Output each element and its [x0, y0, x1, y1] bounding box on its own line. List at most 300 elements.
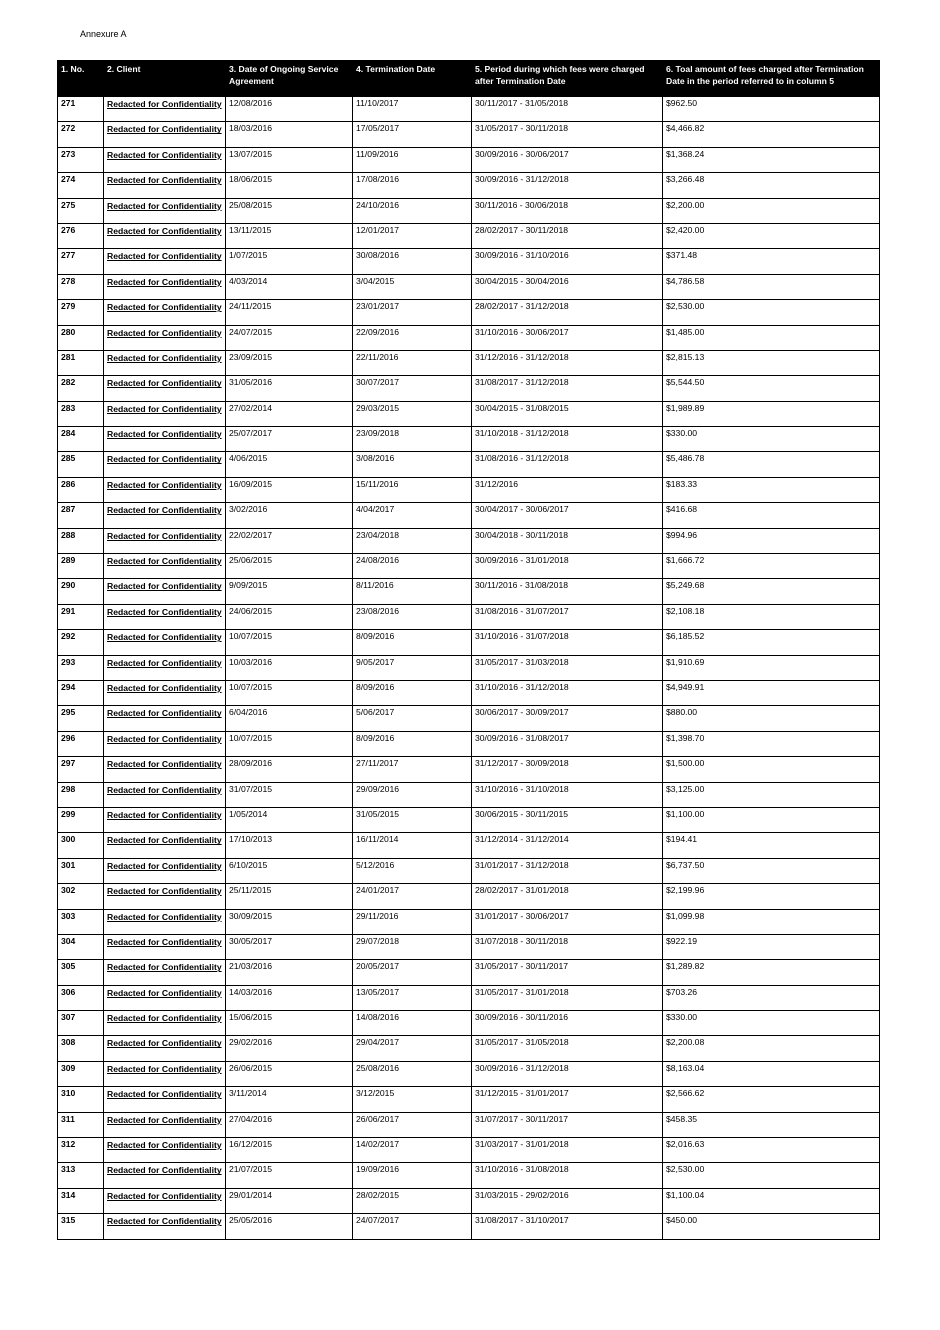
table-row	[58, 1163, 880, 1188]
table-row	[58, 325, 880, 350]
fee-amount-cell: $3,266.48	[663, 173, 880, 198]
table-row	[58, 147, 880, 172]
termination-date-cell: 23/09/2018	[353, 427, 472, 452]
termination-date-cell: 24/07/2017	[353, 1214, 472, 1239]
client-cell: Redacted for Confidentiality	[104, 1011, 226, 1036]
table-row	[58, 223, 880, 248]
client-cell: Redacted for Confidentiality	[104, 579, 226, 604]
client-cell: Redacted for Confidentiality	[104, 655, 226, 680]
fee-period-cell: 31/12/2016	[472, 477, 663, 502]
agreement-date-cell: 29/02/2016	[226, 1036, 353, 1061]
fee-period-cell: 31/05/2017 - 31/01/2018	[472, 985, 663, 1010]
row-number: 273	[58, 147, 104, 172]
table-row	[58, 503, 880, 528]
fee-amount-cell: $1,910.69	[663, 655, 880, 680]
client-cell: Redacted for Confidentiality	[104, 554, 226, 579]
agreement-date-cell: 9/09/2015	[226, 579, 353, 604]
table-row	[58, 554, 880, 579]
table-row	[58, 1214, 880, 1239]
table-row	[58, 909, 880, 934]
fee-amount-cell: $1,500.00	[663, 757, 880, 782]
table-row	[58, 1087, 880, 1112]
table-row	[58, 274, 880, 299]
table-row	[58, 706, 880, 731]
fee-period-cell: 28/02/2017 - 30/11/2018	[472, 223, 663, 248]
table-row	[58, 960, 880, 985]
client-cell: Redacted for Confidentiality	[104, 1138, 226, 1163]
row-number: 294	[58, 680, 104, 705]
table-row	[58, 401, 880, 426]
table-row	[58, 528, 880, 553]
client-cell: Redacted for Confidentiality	[104, 934, 226, 959]
table-row	[58, 427, 880, 452]
fee-period-cell: 30/11/2016 - 31/08/2018	[472, 579, 663, 604]
fee-amount-cell: $922.19	[663, 934, 880, 959]
table-row	[58, 1138, 880, 1163]
termination-date-cell: 3/08/2016	[353, 452, 472, 477]
row-number: 278	[58, 274, 104, 299]
row-number: 305	[58, 960, 104, 985]
row-number: 313	[58, 1163, 104, 1188]
row-number: 291	[58, 604, 104, 629]
fee-amount-cell: $1,100.04	[663, 1188, 880, 1213]
agreement-date-cell: 25/06/2015	[226, 554, 353, 579]
fee-amount-cell: $458.35	[663, 1112, 880, 1137]
fee-period-cell: 31/05/2017 - 30/11/2018	[472, 122, 663, 147]
table-row	[58, 1061, 880, 1086]
termination-date-cell: 23/01/2017	[353, 300, 472, 325]
agreement-date-cell: 26/06/2015	[226, 1061, 353, 1086]
fee-period-cell: 30/09/2016 - 31/12/2018	[472, 1061, 663, 1086]
agreement-date-cell: 17/10/2013	[226, 833, 353, 858]
fee-period-cell: 31/03/2015 - 29/02/2016	[472, 1188, 663, 1213]
client-cell: Redacted for Confidentiality	[104, 1214, 226, 1239]
termination-date-cell: 29/09/2016	[353, 782, 472, 807]
fee-amount-cell: $2,420.00	[663, 223, 880, 248]
fee-amount-cell: $1,666.72	[663, 554, 880, 579]
fee-period-cell: 31/10/2018 - 31/12/2018	[472, 427, 663, 452]
fee-period-cell: 30/11/2016 - 30/06/2018	[472, 198, 663, 223]
termination-date-cell: 3/12/2015	[353, 1087, 472, 1112]
fee-amount-cell: $1,289.82	[663, 960, 880, 985]
fee-period-cell: 31/10/2016 - 31/07/2018	[472, 630, 663, 655]
column-header-termination-date: 4. Termination Date	[353, 61, 472, 97]
agreement-date-cell: 10/07/2015	[226, 731, 353, 756]
row-number: 297	[58, 757, 104, 782]
fee-period-cell: 28/02/2017 - 31/01/2018	[472, 884, 663, 909]
table-row	[58, 858, 880, 883]
row-number: 303	[58, 909, 104, 934]
row-number: 285	[58, 452, 104, 477]
row-number: 296	[58, 731, 104, 756]
fee-amount-cell: $183.33	[663, 477, 880, 502]
agreement-date-cell: 24/06/2015	[226, 604, 353, 629]
client-cell: Redacted for Confidentiality	[104, 147, 226, 172]
row-number: 275	[58, 198, 104, 223]
termination-date-cell: 30/07/2017	[353, 376, 472, 401]
table-row	[58, 757, 880, 782]
row-number: 290	[58, 579, 104, 604]
termination-date-cell: 14/08/2016	[353, 1011, 472, 1036]
fee-amount-cell: $1,100.00	[663, 807, 880, 832]
row-number: 302	[58, 884, 104, 909]
fee-amount-cell: $1,368.24	[663, 147, 880, 172]
fee-amount-cell: $5,544.50	[663, 376, 880, 401]
client-cell: Redacted for Confidentiality	[104, 274, 226, 299]
client-cell: Redacted for Confidentiality	[104, 960, 226, 985]
termination-date-cell: 22/09/2016	[353, 325, 472, 350]
termination-date-cell: 11/10/2017	[353, 97, 472, 122]
row-number: 272	[58, 122, 104, 147]
fee-period-cell: 30/09/2016 - 30/11/2016	[472, 1011, 663, 1036]
client-cell: Redacted for Confidentiality	[104, 985, 226, 1010]
client-cell: Redacted for Confidentiality	[104, 249, 226, 274]
agreement-date-cell: 4/03/2014	[226, 274, 353, 299]
termination-date-cell: 8/09/2016	[353, 630, 472, 655]
row-number: 282	[58, 376, 104, 401]
fee-amount-cell: $2,200.00	[663, 198, 880, 223]
table-row	[58, 376, 880, 401]
client-cell: Redacted for Confidentiality	[104, 477, 226, 502]
fee-amount-cell: $2,566.62	[663, 1087, 880, 1112]
fee-amount-cell: $6,737.50	[663, 858, 880, 883]
client-cell: Redacted for Confidentiality	[104, 706, 226, 731]
fee-amount-cell: $703.26	[663, 985, 880, 1010]
row-number: 311	[58, 1112, 104, 1137]
row-number: 309	[58, 1061, 104, 1086]
agreement-date-cell: 25/08/2015	[226, 198, 353, 223]
table-row	[58, 782, 880, 807]
client-cell: Redacted for Confidentiality	[104, 350, 226, 375]
fee-period-cell: 31/08/2017 - 31/10/2017	[472, 1214, 663, 1239]
fee-period-cell: 28/02/2017 - 31/12/2018	[472, 300, 663, 325]
client-cell: Redacted for Confidentiality	[104, 503, 226, 528]
row-number: 288	[58, 528, 104, 553]
fee-amount-cell: $2,530.00	[663, 1163, 880, 1188]
table-row	[58, 1188, 880, 1213]
row-number: 283	[58, 401, 104, 426]
fee-period-cell: 31/08/2016 - 31/12/2018	[472, 452, 663, 477]
fee-period-cell: 30/11/2017 - 31/05/2018	[472, 97, 663, 122]
table-row	[58, 249, 880, 274]
row-number: 287	[58, 503, 104, 528]
agreement-date-cell: 24/11/2015	[226, 300, 353, 325]
termination-date-cell: 25/08/2016	[353, 1061, 472, 1086]
client-cell: Redacted for Confidentiality	[104, 401, 226, 426]
row-number: 295	[58, 706, 104, 731]
fee-period-cell: 30/04/2018 - 30/11/2018	[472, 528, 663, 553]
annexure-label: Annexure A	[80, 29, 127, 39]
table-row	[58, 807, 880, 832]
fee-period-cell: 31/07/2017 - 30/11/2017	[472, 1112, 663, 1137]
row-number: 301	[58, 858, 104, 883]
agreement-date-cell: 18/06/2015	[226, 173, 353, 198]
termination-date-cell: 8/09/2016	[353, 680, 472, 705]
fee-amount-cell: $450.00	[663, 1214, 880, 1239]
fee-period-cell: 31/12/2017 - 30/09/2018	[472, 757, 663, 782]
fee-period-cell: 31/10/2016 - 30/06/2017	[472, 325, 663, 350]
termination-date-cell: 24/01/2017	[353, 884, 472, 909]
fee-period-cell: 31/08/2017 - 31/12/2018	[472, 376, 663, 401]
agreement-date-cell: 28/09/2016	[226, 757, 353, 782]
client-cell: Redacted for Confidentiality	[104, 630, 226, 655]
fee-period-cell: 31/01/2017 - 31/12/2018	[472, 858, 663, 883]
row-number: 280	[58, 325, 104, 350]
termination-date-cell: 29/07/2018	[353, 934, 472, 959]
termination-date-cell: 24/10/2016	[353, 198, 472, 223]
fees-table	[57, 60, 880, 1240]
client-cell: Redacted for Confidentiality	[104, 198, 226, 223]
fee-amount-cell: $2,200.08	[663, 1036, 880, 1061]
agreement-date-cell: 12/08/2016	[226, 97, 353, 122]
termination-date-cell: 23/04/2018	[353, 528, 472, 553]
fee-period-cell: 30/09/2016 - 31/01/2018	[472, 554, 663, 579]
fee-amount-cell: $330.00	[663, 1011, 880, 1036]
termination-date-cell: 13/05/2017	[353, 985, 472, 1010]
table-row	[58, 1011, 880, 1036]
agreement-date-cell: 23/09/2015	[226, 350, 353, 375]
termination-date-cell: 17/08/2016	[353, 173, 472, 198]
fee-amount-cell: $994.96	[663, 528, 880, 553]
fee-period-cell: 30/09/2016 - 31/10/2016	[472, 249, 663, 274]
agreement-date-cell: 21/07/2015	[226, 1163, 353, 1188]
fee-period-cell: 30/04/2015 - 30/04/2016	[472, 274, 663, 299]
client-cell: Redacted for Confidentiality	[104, 376, 226, 401]
fee-amount-cell: $2,530.00	[663, 300, 880, 325]
agreement-date-cell: 16/12/2015	[226, 1138, 353, 1163]
fee-period-cell: 31/08/2016 - 31/07/2017	[472, 604, 663, 629]
column-header-agreement-date: 3. Date of Ongoing Service Agreement	[226, 61, 353, 97]
table-row	[58, 731, 880, 756]
termination-date-cell: 12/01/2017	[353, 223, 472, 248]
agreement-date-cell: 10/03/2016	[226, 655, 353, 680]
agreement-date-cell: 22/02/2017	[226, 528, 353, 553]
agreement-date-cell: 30/09/2015	[226, 909, 353, 934]
fee-period-cell: 31/12/2014 - 31/12/2014	[472, 833, 663, 858]
fee-amount-cell: $194.41	[663, 833, 880, 858]
agreement-date-cell: 15/06/2015	[226, 1011, 353, 1036]
client-cell: Redacted for Confidentiality	[104, 833, 226, 858]
termination-date-cell: 30/08/2016	[353, 249, 472, 274]
row-number: 293	[58, 655, 104, 680]
agreement-date-cell: 10/07/2015	[226, 680, 353, 705]
row-number: 274	[58, 173, 104, 198]
fee-amount-cell: $2,108.18	[663, 604, 880, 629]
fee-amount-cell: $8,163.04	[663, 1061, 880, 1086]
client-cell: Redacted for Confidentiality	[104, 452, 226, 477]
fee-period-cell: 30/04/2015 - 31/08/2015	[472, 401, 663, 426]
agreement-date-cell: 27/04/2016	[226, 1112, 353, 1137]
fee-amount-cell: $1,398.70	[663, 731, 880, 756]
termination-date-cell: 28/02/2015	[353, 1188, 472, 1213]
termination-date-cell: 3/04/2015	[353, 274, 472, 299]
header-row	[58, 61, 880, 97]
termination-date-cell: 8/11/2016	[353, 579, 472, 604]
table-row	[58, 680, 880, 705]
row-number: 306	[58, 985, 104, 1010]
agreement-date-cell: 10/07/2015	[226, 630, 353, 655]
table-body	[58, 97, 880, 1240]
row-number: 314	[58, 1188, 104, 1213]
termination-date-cell: 22/11/2016	[353, 350, 472, 375]
client-cell: Redacted for Confidentiality	[104, 122, 226, 147]
fee-amount-cell: $3,125.00	[663, 782, 880, 807]
fee-period-cell: 31/05/2017 - 31/05/2018	[472, 1036, 663, 1061]
termination-date-cell: 26/06/2017	[353, 1112, 472, 1137]
fee-period-cell: 31/05/2017 - 31/03/2018	[472, 655, 663, 680]
row-number: 304	[58, 934, 104, 959]
client-cell: Redacted for Confidentiality	[104, 300, 226, 325]
agreement-date-cell: 3/11/2014	[226, 1087, 353, 1112]
fee-period-cell: 31/10/2016 - 31/12/2018	[472, 680, 663, 705]
termination-date-cell: 8/09/2016	[353, 731, 472, 756]
agreement-date-cell: 6/04/2016	[226, 706, 353, 731]
table-row	[58, 655, 880, 680]
table-row	[58, 579, 880, 604]
fee-period-cell: 30/09/2016 - 31/08/2017	[472, 731, 663, 756]
client-cell: Redacted for Confidentiality	[104, 731, 226, 756]
agreement-date-cell: 25/11/2015	[226, 884, 353, 909]
agreement-date-cell: 13/07/2015	[226, 147, 353, 172]
table-row	[58, 934, 880, 959]
row-number: 299	[58, 807, 104, 832]
termination-date-cell: 5/12/2016	[353, 858, 472, 883]
column-header-total-fees: 6. Toal amount of fees charged after Termination Date in the period referred to in column 5	[663, 61, 880, 97]
fee-amount-cell: $2,199.96	[663, 884, 880, 909]
row-number: 308	[58, 1036, 104, 1061]
agreement-date-cell: 27/02/2014	[226, 401, 353, 426]
termination-date-cell: 29/04/2017	[353, 1036, 472, 1061]
client-cell: Redacted for Confidentiality	[104, 1036, 226, 1061]
fee-period-cell: 30/09/2016 - 30/06/2017	[472, 147, 663, 172]
termination-date-cell: 15/11/2016	[353, 477, 472, 502]
fee-amount-cell: $5,249.68	[663, 579, 880, 604]
row-number: 289	[58, 554, 104, 579]
client-cell: Redacted for Confidentiality	[104, 1188, 226, 1213]
agreement-date-cell: 21/03/2016	[226, 960, 353, 985]
agreement-date-cell: 13/11/2015	[226, 223, 353, 248]
fee-period-cell: 31/01/2017 - 30/06/2017	[472, 909, 663, 934]
client-cell: Redacted for Confidentiality	[104, 757, 226, 782]
row-number: 281	[58, 350, 104, 375]
termination-date-cell: 14/02/2017	[353, 1138, 472, 1163]
row-number: 310	[58, 1087, 104, 1112]
column-header-no: 1. No.	[58, 61, 104, 97]
termination-date-cell: 29/03/2015	[353, 401, 472, 426]
table-row	[58, 1036, 880, 1061]
termination-date-cell: 23/08/2016	[353, 604, 472, 629]
termination-date-cell: 9/05/2017	[353, 655, 472, 680]
client-cell: Redacted for Confidentiality	[104, 1061, 226, 1086]
agreement-date-cell: 24/07/2015	[226, 325, 353, 350]
row-number: 312	[58, 1138, 104, 1163]
fee-amount-cell: $5,486.78	[663, 452, 880, 477]
row-number: 307	[58, 1011, 104, 1036]
fee-period-cell: 31/12/2015 - 31/01/2017	[472, 1087, 663, 1112]
row-number: 271	[58, 97, 104, 122]
termination-date-cell: 31/05/2015	[353, 807, 472, 832]
client-cell: Redacted for Confidentiality	[104, 223, 226, 248]
fee-amount-cell: $1,485.00	[663, 325, 880, 350]
fee-amount-cell: $2,815.13	[663, 350, 880, 375]
table-row	[58, 122, 880, 147]
agreement-date-cell: 3/02/2016	[226, 503, 353, 528]
table-row	[58, 350, 880, 375]
fee-amount-cell: $6,185.52	[663, 630, 880, 655]
client-cell: Redacted for Confidentiality	[104, 528, 226, 553]
fee-period-cell: 30/06/2017 - 30/09/2017	[472, 706, 663, 731]
fee-amount-cell: $4,786.58	[663, 274, 880, 299]
table-row	[58, 198, 880, 223]
agreement-date-cell: 31/07/2015	[226, 782, 353, 807]
termination-date-cell: 4/04/2017	[353, 503, 472, 528]
fee-amount-cell: $4,466.82	[663, 122, 880, 147]
row-number: 277	[58, 249, 104, 274]
agreement-date-cell: 4/06/2015	[226, 452, 353, 477]
agreement-date-cell: 25/07/2017	[226, 427, 353, 452]
fee-amount-cell: $416.68	[663, 503, 880, 528]
fee-amount-cell: $2,016.63	[663, 1138, 880, 1163]
agreement-date-cell: 16/09/2015	[226, 477, 353, 502]
table-row	[58, 630, 880, 655]
client-cell: Redacted for Confidentiality	[104, 1112, 226, 1137]
row-number: 284	[58, 427, 104, 452]
fee-period-cell: 30/04/2017 - 30/06/2017	[472, 503, 663, 528]
fee-amount-cell: $330.00	[663, 427, 880, 452]
fee-amount-cell: $4,949.91	[663, 680, 880, 705]
column-header-client: 2. Client	[104, 61, 226, 97]
fee-period-cell: 31/07/2018 - 30/11/2018	[472, 934, 663, 959]
fee-amount-cell: $1,099.98	[663, 909, 880, 934]
client-cell: Redacted for Confidentiality	[104, 858, 226, 883]
row-number: 286	[58, 477, 104, 502]
fee-period-cell: 31/05/2017 - 30/11/2017	[472, 960, 663, 985]
fee-amount-cell: $371.48	[663, 249, 880, 274]
fee-period-cell: 31/03/2017 - 31/01/2018	[472, 1138, 663, 1163]
table-row	[58, 884, 880, 909]
agreement-date-cell: 1/07/2015	[226, 249, 353, 274]
client-cell: Redacted for Confidentiality	[104, 173, 226, 198]
termination-date-cell: 29/11/2016	[353, 909, 472, 934]
agreement-date-cell: 25/05/2016	[226, 1214, 353, 1239]
termination-date-cell: 24/08/2016	[353, 554, 472, 579]
table-row	[58, 604, 880, 629]
fee-period-cell: 30/09/2016 - 31/12/2018	[472, 173, 663, 198]
termination-date-cell: 19/09/2016	[353, 1163, 472, 1188]
termination-date-cell: 17/05/2017	[353, 122, 472, 147]
table-row	[58, 173, 880, 198]
agreement-date-cell: 30/05/2017	[226, 934, 353, 959]
row-number: 300	[58, 833, 104, 858]
table-row	[58, 477, 880, 502]
table-row	[58, 833, 880, 858]
row-number: 292	[58, 630, 104, 655]
agreement-date-cell: 31/05/2016	[226, 376, 353, 401]
termination-date-cell: 20/05/2017	[353, 960, 472, 985]
termination-date-cell: 5/06/2017	[353, 706, 472, 731]
table-row	[58, 985, 880, 1010]
client-cell: Redacted for Confidentiality	[104, 782, 226, 807]
termination-date-cell: 27/11/2017	[353, 757, 472, 782]
client-cell: Redacted for Confidentiality	[104, 427, 226, 452]
client-cell: Redacted for Confidentiality	[104, 1087, 226, 1112]
table-row	[58, 97, 880, 122]
client-cell: Redacted for Confidentiality	[104, 1163, 226, 1188]
client-cell: Redacted for Confidentiality	[104, 807, 226, 832]
termination-date-cell: 16/11/2014	[353, 833, 472, 858]
fee-amount-cell: $880.00	[663, 706, 880, 731]
row-number: 315	[58, 1214, 104, 1239]
